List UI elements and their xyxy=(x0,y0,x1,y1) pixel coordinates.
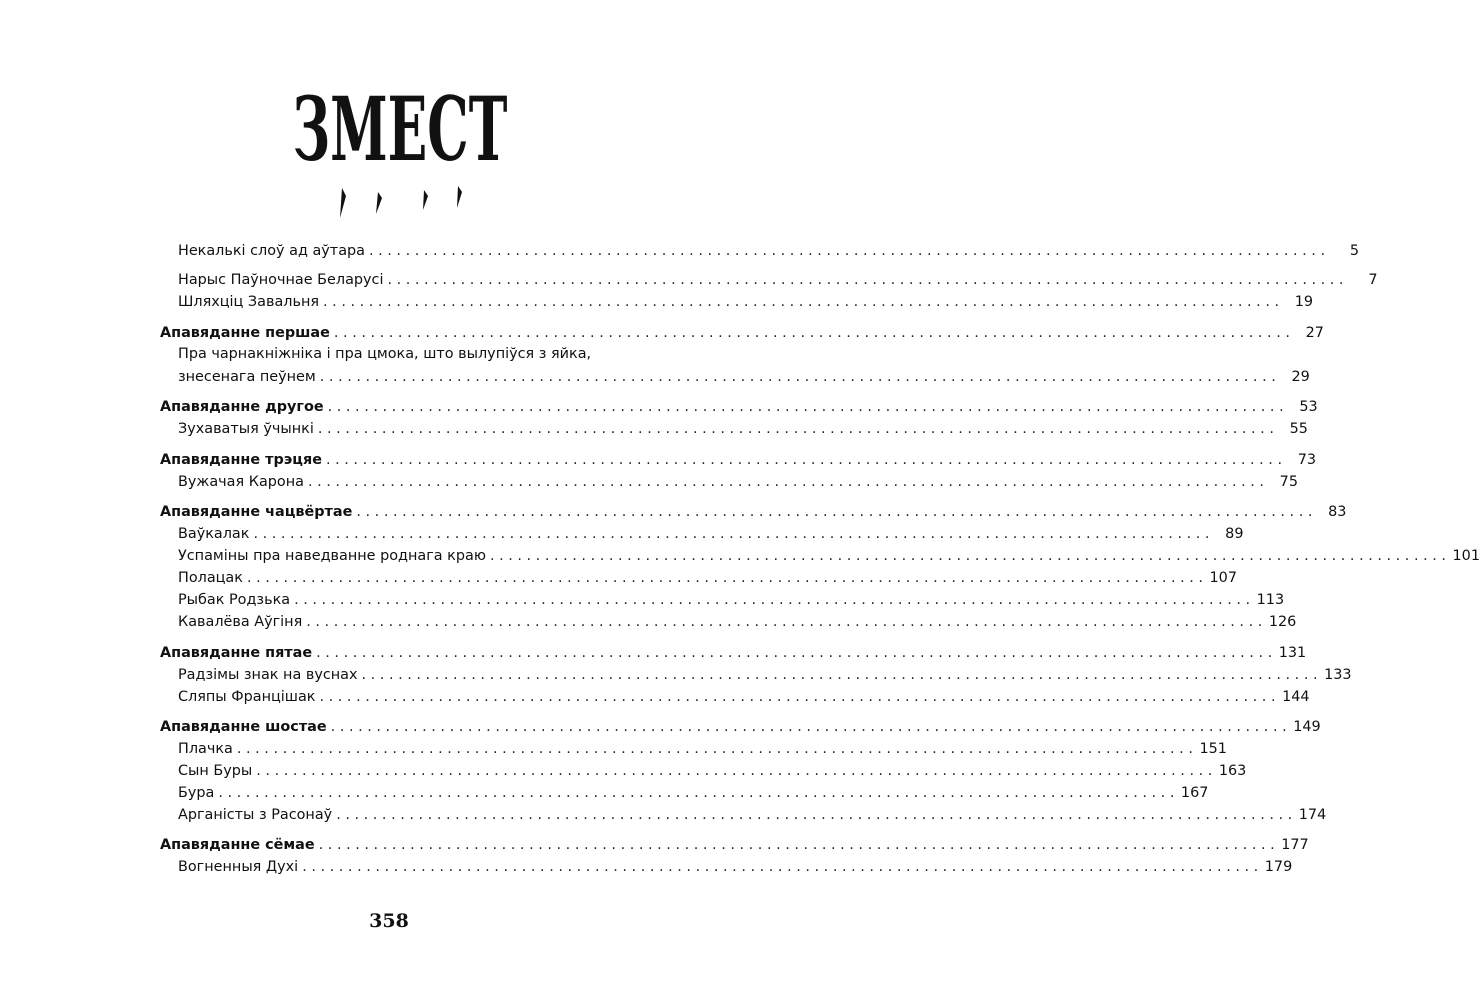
toc-chapter-entry[interactable] xyxy=(160,828,1309,853)
leader-dots xyxy=(306,615,1262,629)
toc-chapter-title: Апавяданне другое xyxy=(160,398,324,415)
toc-entry[interactable] xyxy=(178,583,1285,608)
leader-dots xyxy=(318,422,1274,436)
toc-page-number: 174 xyxy=(1298,806,1327,823)
toc-entry-title: Зухаватыя ўчынкі xyxy=(178,420,314,437)
toc-entry-title: Успаміны пра наведванне роднага краю xyxy=(178,547,486,564)
toc-entry[interactable] xyxy=(178,360,1310,385)
title-drip-1 xyxy=(340,188,346,218)
toc-entry-title: Радзімы знак на вуснах xyxy=(178,666,358,683)
toc-chapter-title: Апавяданне пятае xyxy=(160,644,313,661)
toc-page-number: 7 xyxy=(1368,271,1378,288)
toc-entry[interactable] xyxy=(178,234,1360,259)
leader-dots xyxy=(320,370,1276,384)
toc-page-number: 55 xyxy=(1289,420,1308,437)
toc-page-number: 29 xyxy=(1291,368,1310,385)
toc-page-number: 27 xyxy=(1305,324,1324,341)
toc-page-number: 101 xyxy=(1452,547,1480,564)
page-title-text: ЗМЕСТ xyxy=(292,78,508,182)
toc-entry[interactable] xyxy=(178,850,1293,875)
toc-entry-title: Полацак xyxy=(178,569,243,586)
leader-dots xyxy=(319,690,1275,704)
toc-page-number: 131 xyxy=(1278,644,1307,661)
toc-page-number: 107 xyxy=(1209,569,1237,586)
toc-chapter-entry[interactable] xyxy=(160,495,1347,520)
toc-entry[interactable] xyxy=(178,465,1298,490)
toc-page-number: 133 xyxy=(1324,666,1352,683)
page-number: 358 xyxy=(369,910,409,932)
toc-chapter-title: Апавяданне чацвёртае xyxy=(160,503,353,520)
toc-entry-title: Шляхціц Завальня xyxy=(178,293,320,310)
toc-entry-title: Ваўкалак xyxy=(178,525,250,542)
toc-entry-title: Плачка xyxy=(178,740,233,757)
toc-entry[interactable] xyxy=(178,285,1314,310)
toc-entry[interactable] xyxy=(178,263,1378,288)
toc-chapter-entry[interactable] xyxy=(160,390,1318,415)
toc-entry[interactable] xyxy=(178,776,1209,801)
leader-dots xyxy=(490,549,1446,563)
toc-entry-title: Сляпы Францішак xyxy=(178,688,316,705)
toc-entry[interactable] xyxy=(178,539,1480,564)
leader-dots xyxy=(302,860,1258,874)
toc-entry-title: Рыбак Родзька xyxy=(178,591,291,608)
toc-page-number: 144 xyxy=(1282,688,1310,705)
toc-entry[interactable] xyxy=(178,754,1247,779)
toc-chapter-title: Апавяданне шостае xyxy=(160,718,327,735)
leader-dots xyxy=(308,475,1264,489)
toc-entry-title: Вужачая Карона xyxy=(178,473,304,490)
title-drip-2 xyxy=(376,192,382,214)
toc-entry-title-line1: Пра чарнакніжніка і пра цмока, што вылупіўся з яйка, xyxy=(178,346,592,362)
toc-entry-title: Сын Буры xyxy=(178,762,253,779)
toc-entry[interactable] xyxy=(178,561,1237,586)
toc-entry[interactable] xyxy=(178,680,1310,705)
toc-page-number: 126 xyxy=(1268,613,1297,630)
toc-page-number: 151 xyxy=(1199,740,1227,757)
toc-page-number: 113 xyxy=(1256,591,1285,608)
page-title xyxy=(292,68,508,228)
toc-page-number: 75 xyxy=(1279,473,1298,490)
toc-entry[interactable] xyxy=(178,517,1244,542)
toc-page-number: 83 xyxy=(1328,503,1347,520)
title-drip-3 xyxy=(423,190,428,210)
toc-page-number: 149 xyxy=(1293,718,1321,735)
toc-page-number: 53 xyxy=(1299,398,1318,415)
toc-entry[interactable] xyxy=(178,412,1308,437)
toc-page-number: 163 xyxy=(1218,762,1247,779)
title-drip-4 xyxy=(457,186,462,208)
toc-entry-title: знесенага пеўнем xyxy=(178,368,316,385)
toc-chapter-title: Апавяданне сёмае xyxy=(160,836,315,853)
toc-entry[interactable] xyxy=(178,605,1297,630)
leader-dots xyxy=(323,295,1279,309)
toc-entry[interactable] xyxy=(178,732,1227,757)
toc-chapter-entry[interactable] xyxy=(160,636,1307,661)
toc-entry-title: Арганісты з Расонаў xyxy=(178,806,333,823)
toc-entry-title: Некалькі слоў ад аўтара xyxy=(178,242,365,259)
toc-page-number: 5 xyxy=(1349,242,1360,259)
toc-page-number: 167 xyxy=(1180,784,1209,801)
toc-entry-title: Кавалёва Аўгіня xyxy=(178,613,303,630)
toc-entry-title: Бура xyxy=(178,784,215,801)
toc-chapter-title: Апавяданне першае xyxy=(160,324,330,341)
toc-entry[interactable] xyxy=(178,798,1327,823)
toc-entry-title: Вогненныя Духі xyxy=(178,858,299,875)
toc-entry-title: Нарыс Паўночнае Беларусі xyxy=(178,271,384,288)
toc-chapter-title: Апавяданне трэцяе xyxy=(160,451,322,468)
toc-page-number: 73 xyxy=(1297,451,1317,468)
toc-chapter-entry[interactable] xyxy=(160,316,1324,341)
toc-chapter-entry[interactable] xyxy=(160,710,1321,735)
toc-chapter-entry[interactable] xyxy=(160,443,1317,468)
toc-page-number: 19 xyxy=(1294,293,1314,310)
toc-page-number: 89 xyxy=(1225,525,1244,542)
leader-dots xyxy=(336,808,1292,822)
toc-page-number: 177 xyxy=(1281,836,1309,853)
toc-page-number: 179 xyxy=(1264,858,1293,875)
toc-entry[interactable] xyxy=(178,658,1352,683)
leader-dots xyxy=(369,244,1325,258)
